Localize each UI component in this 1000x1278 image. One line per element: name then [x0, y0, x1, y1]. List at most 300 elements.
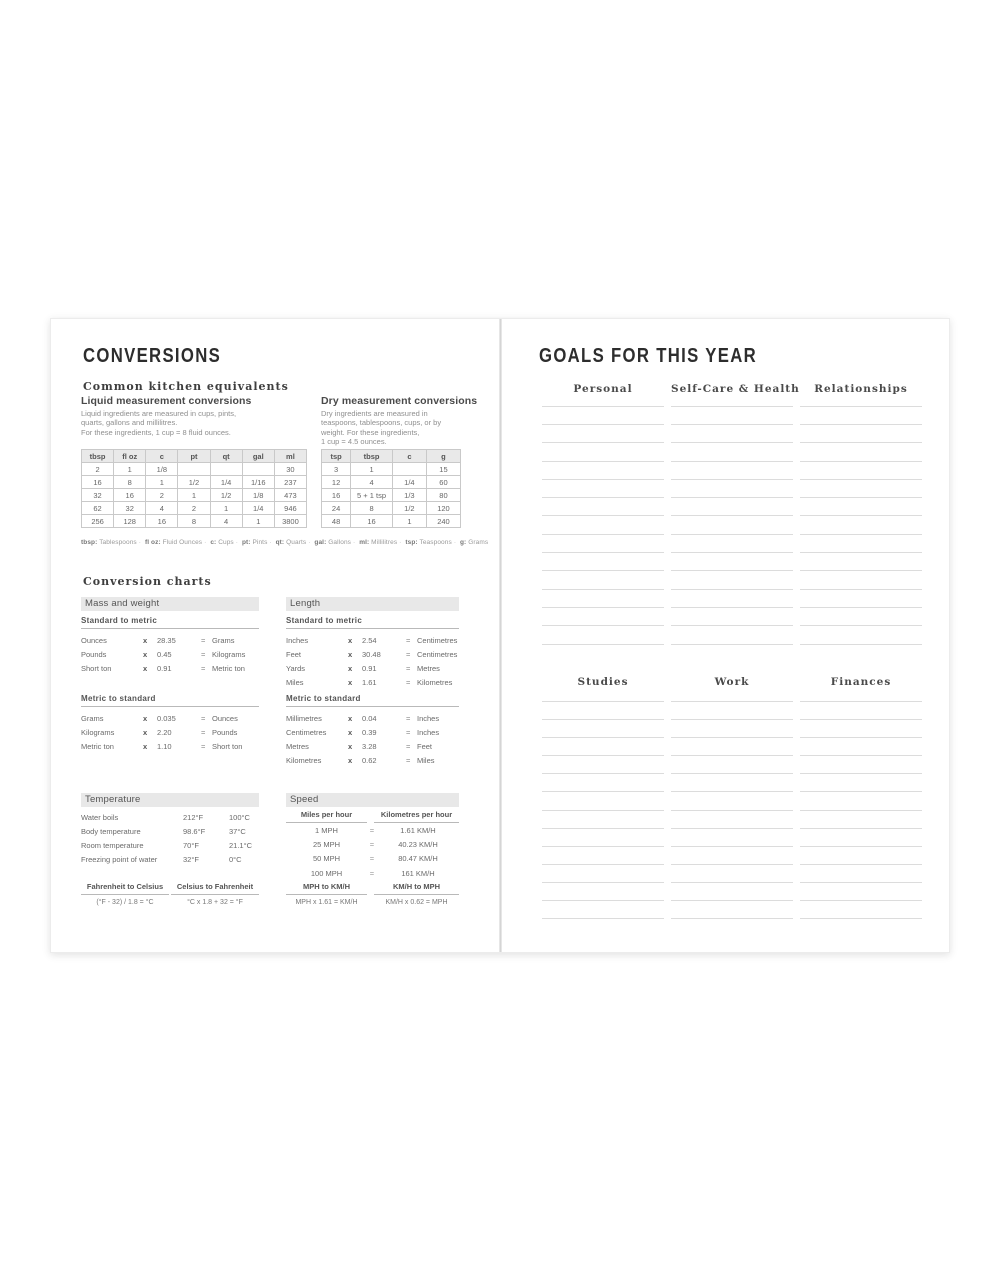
section-bar: Length: [286, 597, 459, 611]
ruled-line: [800, 774, 922, 792]
conversion-factor: 3.28: [362, 741, 377, 751]
conversion-rows: [286, 633, 459, 689]
multiply-sign: x: [348, 649, 353, 659]
multiply-sign: x: [143, 635, 148, 645]
temperature-formulas: [81, 882, 259, 906]
ruled-line: [671, 553, 793, 571]
ruled-line: [542, 462, 664, 480]
legend-abbr: qt:: [275, 539, 285, 546]
ruled-line: [542, 702, 664, 720]
equals-sign: =: [201, 713, 206, 723]
table-cell: 15: [426, 463, 460, 476]
legend-full: Tablespoons: [99, 539, 137, 546]
ruled-line: [671, 811, 793, 829]
abbreviation-legend: [81, 539, 489, 546]
temperature-row: [81, 838, 259, 852]
ruled-line: [542, 626, 664, 644]
kmh-value: 161 KM/H: [401, 868, 435, 878]
ruled-line: [671, 774, 793, 792]
table-cell: 120: [426, 502, 460, 515]
table-cell: 2: [178, 502, 210, 515]
table-cell: 1/2: [178, 476, 210, 489]
table-body: [82, 463, 307, 528]
equals-sign: =: [201, 649, 206, 659]
ruled-line: [671, 498, 793, 516]
legend-separator: ·: [235, 539, 239, 546]
table-header-cell: tsp: [322, 450, 351, 463]
ruled-line: [671, 901, 793, 919]
table-cell: 32: [114, 502, 146, 515]
table-cell: 1: [210, 502, 242, 515]
table-cell: 1: [146, 476, 178, 489]
goal-section-title: Studies: [577, 676, 629, 688]
table-cell: 8: [114, 476, 146, 489]
table-cell: 128: [114, 515, 146, 528]
goal-section-self-care-health: [671, 383, 800, 645]
liquid-description-line: For these ingredients, 1 cup = 8 fluid ounces.: [81, 427, 231, 437]
ruled-line: [800, 425, 922, 443]
ruled-line: [800, 690, 922, 702]
ruled-line: [542, 553, 664, 571]
conversion-row: [81, 661, 259, 675]
ruled-line: [542, 443, 664, 461]
goal-writing-lines: [542, 690, 664, 919]
legend-separator: ·: [138, 539, 142, 546]
conversion-to: Centimetres: [417, 635, 458, 645]
table-cell: 60: [426, 476, 460, 489]
metric-to-standard-group: [286, 694, 459, 767]
table-cell: 256: [82, 515, 114, 528]
table-cell: 1/8: [146, 463, 178, 476]
conversion-factor: 28.35: [157, 635, 176, 645]
celsius-value: 37°C: [229, 826, 246, 836]
mass-weight-section: [81, 597, 259, 751]
ruled-line: [671, 720, 793, 738]
ruled-line: [671, 626, 793, 644]
table-cell: 473: [274, 489, 306, 502]
conversion-from: Metric ton: [81, 741, 114, 751]
table-cell: 1: [351, 463, 393, 476]
legend-abbr: gal:: [314, 539, 327, 546]
ruled-line: [542, 756, 664, 774]
equals-sign: =: [406, 741, 411, 751]
ruled-line: [671, 571, 793, 589]
ruled-line: [671, 690, 793, 702]
speed-formulas: [286, 882, 459, 906]
temperature-row: [81, 824, 259, 838]
table-cell: 3800: [274, 515, 306, 528]
table-header-row: [322, 450, 461, 463]
liquid-conversions-block: [81, 395, 307, 526]
ruled-line: [800, 738, 922, 756]
legend-full: Millilitres: [371, 539, 398, 546]
speed-column-headers: [286, 810, 459, 823]
table-header-cell: qt: [210, 450, 242, 463]
speed-section: [286, 793, 459, 906]
speed-row: [286, 823, 459, 837]
temperature-row: [81, 852, 259, 866]
formula-heading: Celsius to Fahrenheit: [171, 882, 259, 895]
table-header-cell: c: [146, 450, 178, 463]
conversions-page: [51, 319, 500, 954]
goals-page: [502, 319, 951, 954]
ruled-line: [671, 738, 793, 756]
conversion-from: Centimetres: [286, 727, 327, 737]
temperature-label: Body temperature: [81, 826, 141, 836]
equals-sign: =: [201, 663, 206, 673]
speed-rows: [286, 823, 459, 880]
conversion-row: [81, 633, 259, 647]
kmh-value: 1.61 KM/H: [400, 825, 436, 835]
ruled-line: [542, 811, 664, 829]
conversion-factor: 1.61: [362, 677, 377, 687]
goals-row-top: [542, 383, 922, 645]
multiply-sign: x: [143, 649, 148, 659]
conversion-factor: 0.39: [362, 727, 377, 737]
ruled-line: [542, 590, 664, 608]
table-cell: 237: [274, 476, 306, 489]
ruled-line: [671, 407, 793, 425]
conversion-from: Millimetres: [286, 713, 322, 723]
ruled-line: [671, 883, 793, 901]
legend-abbr: fl oz:: [144, 539, 161, 546]
ruled-line: [671, 702, 793, 720]
table-cell: 8: [178, 515, 210, 528]
length-section: [286, 597, 459, 765]
formula-block: [171, 882, 259, 906]
multiply-sign: x: [348, 713, 353, 723]
ruled-line: [800, 792, 922, 810]
goal-writing-lines: [800, 690, 922, 919]
table-row: [322, 502, 461, 515]
dry-conversions-block: [321, 395, 511, 526]
equals-sign: =: [369, 825, 375, 835]
ruled-line: [542, 516, 664, 534]
table-cell: 4: [210, 515, 242, 528]
table-cell: 1/4: [242, 502, 274, 515]
speed-column-header: Miles per hour: [286, 810, 367, 823]
table-header-cell: ml: [274, 450, 306, 463]
kmh-value: 40.23 KM/H: [398, 839, 438, 849]
table-cell: 1/4: [210, 476, 242, 489]
equals-sign: =: [201, 741, 206, 751]
ruled-line: [800, 829, 922, 847]
table-header: [82, 450, 307, 463]
conversion-factor: 0.45: [157, 649, 172, 659]
legend-abbr: g:: [459, 539, 467, 546]
temperature-label: Water boils: [81, 812, 119, 822]
table-cell: 1: [114, 463, 146, 476]
ruled-line: [542, 608, 664, 626]
ruled-line: [542, 865, 664, 883]
table-header-cell: pt: [178, 450, 210, 463]
ruled-line: [671, 516, 793, 534]
equals-sign: =: [406, 755, 411, 765]
goal-section-title: Work: [714, 676, 750, 688]
table-row: [82, 515, 307, 528]
legend-abbr: tsp:: [405, 539, 418, 546]
subsection-heading: Metric to standard: [286, 694, 459, 707]
mph-value: 50 MPH: [312, 854, 341, 864]
ruled-line: [800, 443, 922, 461]
multiply-sign: x: [348, 755, 353, 765]
table-cell: [210, 463, 242, 476]
ruled-line: [542, 774, 664, 792]
ruled-line: [671, 792, 793, 810]
equals-sign: =: [369, 854, 375, 864]
liquid-conversion-table: [81, 449, 307, 528]
formula-text: KM/H x 0.62 = MPH: [385, 899, 448, 906]
celsius-value: 100°C: [229, 812, 250, 822]
liquid-description-line: Liquid ingredients are measured in cups, pints,: [81, 409, 237, 418]
formula-heading: MPH to KM/H: [286, 882, 367, 895]
temperature-label: Freezing point of water: [81, 854, 158, 864]
fahrenheit-value: 98.6°F: [183, 826, 206, 836]
formula-block: [286, 882, 367, 906]
legend-full: Pints: [252, 539, 268, 546]
goal-writing-lines: [671, 397, 793, 645]
ruled-line: [800, 571, 922, 589]
goal-section-studies: [542, 676, 664, 919]
section-bar: Speed: [286, 793, 459, 807]
table-header-cell: g: [426, 450, 460, 463]
section-bar: Mass and weight: [81, 597, 259, 611]
multiply-sign: x: [348, 677, 353, 687]
ruled-line: [542, 480, 664, 498]
legend-abbr: pt:: [241, 539, 251, 546]
legend-abbr: ml:: [359, 539, 370, 546]
multiply-sign: x: [143, 727, 148, 737]
temperature-section: [81, 793, 259, 906]
dry-description-line: Dry ingredients are measured in: [321, 409, 428, 418]
goal-writing-lines: [671, 690, 793, 919]
ruled-line: [671, 425, 793, 443]
table-row: [322, 463, 461, 476]
legend-separator: ·: [453, 539, 457, 546]
liquid-description: [81, 409, 307, 437]
multiply-sign: x: [348, 663, 353, 673]
table-cell: 16: [322, 489, 351, 502]
conversion-factor: 0.04: [362, 713, 377, 723]
table-header: [322, 450, 461, 463]
multiply-sign: x: [143, 713, 148, 723]
ruled-line: [542, 535, 664, 553]
ruled-line: [542, 425, 664, 443]
table-cell: 4: [351, 476, 393, 489]
legend-separator: ·: [204, 539, 207, 546]
ruled-line: [671, 829, 793, 847]
conversion-to: Miles: [417, 755, 435, 765]
conversion-to: Feet: [417, 741, 433, 751]
goal-writing-lines: [542, 397, 664, 645]
conversion-row: [286, 725, 459, 739]
conversion-factor: 2.54: [362, 635, 377, 645]
temperature-row: [81, 810, 259, 824]
conversion-from: Grams: [81, 713, 104, 723]
table-cell: 4: [146, 502, 178, 515]
goal-section-personal: [542, 383, 664, 645]
conversion-row: [286, 661, 459, 675]
mph-value: 100 MPH: [310, 868, 343, 878]
metric-to-standard-group: [81, 694, 259, 753]
ruled-line: [800, 462, 922, 480]
celsius-value: 0°C: [229, 854, 242, 864]
conversion-to: Metric ton: [212, 663, 245, 673]
ruled-line: [800, 720, 922, 738]
dry-description-line: teaspoons, tablespoons, cups, or by: [321, 418, 442, 428]
conversion-row: [286, 739, 459, 753]
dry-heading: Dry measurement conversions: [321, 395, 478, 407]
conversion-rows: [81, 711, 259, 753]
ruled-line: [671, 397, 793, 407]
table-cell: 8: [351, 502, 393, 515]
ruled-line: [542, 901, 664, 919]
table-cell: 1: [178, 489, 210, 502]
page-title-area: [83, 345, 240, 367]
mph-value: 1 MPH: [315, 825, 338, 835]
multiply-sign: x: [143, 741, 148, 751]
planner-spread: [50, 318, 950, 953]
table-cell: 2: [82, 463, 114, 476]
legend-full: Gallons: [328, 539, 352, 546]
dry-description-line: weight. For these ingredients,: [321, 427, 420, 437]
conversion-to: Centimetres: [417, 649, 458, 659]
ruled-line: [671, 865, 793, 883]
table-cell: 1: [392, 515, 426, 528]
temperature-rows: [81, 810, 259, 866]
legend-separator: ·: [353, 539, 356, 546]
ruled-line: [800, 535, 922, 553]
goal-section-title: Personal: [573, 383, 633, 395]
ruled-line: [800, 498, 922, 516]
ruled-line: [671, 756, 793, 774]
goal-section-title: Finances: [830, 676, 892, 688]
conversion-from: Feet: [286, 649, 302, 659]
table-row: [82, 476, 307, 489]
ruled-line: [800, 626, 922, 644]
goal-section-work: [671, 676, 793, 919]
conversion-rows: [81, 633, 259, 675]
table-cell: 3: [322, 463, 351, 476]
conversion-from: Short ton: [81, 663, 112, 673]
ruled-line: [542, 829, 664, 847]
conversion-to: Ounces: [212, 713, 238, 723]
conversion-factor: 1.10: [157, 741, 172, 751]
legend-full: Quarts: [286, 539, 307, 546]
ruled-line: [800, 608, 922, 626]
center-fold-line: [499, 319, 502, 952]
formula-text: (°F - 32) / 1.8 = °C: [96, 899, 154, 906]
multiply-sign: x: [143, 663, 148, 673]
ruled-line: [542, 498, 664, 516]
conversion-factor: 0.62: [362, 755, 377, 765]
equals-sign: =: [201, 727, 206, 737]
table-cell: 16: [146, 515, 178, 528]
liquid-heading: Liquid measurement conversions: [81, 395, 252, 407]
table-cell: 1/16: [242, 476, 274, 489]
table-cell: [178, 463, 210, 476]
table-cell: 16: [351, 515, 393, 528]
ruled-line: [800, 553, 922, 571]
table-cell: 1/4: [392, 476, 426, 489]
ruled-line: [671, 590, 793, 608]
kmh-value: 80.47 KM/H: [398, 854, 438, 864]
ruled-line: [542, 571, 664, 589]
goal-section-finances: [800, 676, 922, 919]
ruled-line: [800, 883, 922, 901]
multiply-sign: x: [348, 741, 353, 751]
formula-heading: Fahrenheit to Celsius: [81, 882, 169, 895]
table-cell: [242, 463, 274, 476]
conversion-from: Ounces: [81, 635, 107, 645]
subsection-heading: Standard to metric: [286, 616, 459, 629]
table-cell: 12: [322, 476, 351, 489]
table-cell: 30: [274, 463, 306, 476]
equals-sign: =: [369, 839, 375, 849]
page-title: GOALS FOR THIS YEAR: [539, 345, 758, 368]
fahrenheit-value: 32°F: [183, 854, 199, 864]
ruled-line: [800, 847, 922, 865]
equals-sign: =: [406, 677, 411, 687]
conversion-row: [286, 711, 459, 725]
ruled-line: [800, 397, 922, 407]
table-row: [82, 502, 307, 515]
table-cell: 1/3: [392, 489, 426, 502]
conversion-factor: 0.91: [157, 663, 172, 673]
formula-heading: KM/H to MPH: [374, 882, 459, 895]
conversion-row: [81, 739, 259, 753]
table-cell: 80: [426, 489, 460, 502]
conversion-to: Kilometres: [417, 677, 453, 687]
legend-full: Fluid Ounces: [162, 539, 203, 546]
legend-abbr: c:: [210, 539, 217, 546]
goal-writing-lines: [800, 397, 922, 645]
table-cell: 16: [82, 476, 114, 489]
ruled-line: [542, 738, 664, 756]
mph-value: 25 MPH: [312, 839, 341, 849]
conversion-from: Miles: [286, 677, 304, 687]
legend-full: Cups: [218, 539, 234, 546]
formula-text: °C x 1.8 + 32 = °F: [187, 899, 243, 906]
table-row: [322, 515, 461, 528]
conversion-row: [81, 647, 259, 661]
ruled-line: [800, 756, 922, 774]
ruled-line: [800, 865, 922, 883]
table-cell: 1: [242, 515, 274, 528]
legend-separator: ·: [269, 539, 272, 546]
legend-full: Grams: [468, 539, 489, 546]
ruled-line: [542, 407, 664, 425]
dry-description: [321, 409, 511, 447]
ruled-line: [800, 811, 922, 829]
conversion-row: [286, 753, 459, 767]
celsius-value: 21.1°C: [229, 840, 253, 850]
conversion-factor: 30.48: [362, 649, 381, 659]
conversion-row: [81, 711, 259, 725]
legend-full: Teaspoons: [419, 539, 452, 546]
table-row: [322, 489, 461, 502]
legend-separator: ·: [308, 539, 311, 546]
conversion-to: Inches: [417, 727, 440, 737]
formula-block: [81, 882, 169, 906]
dry-conversion-table: [321, 449, 461, 528]
conversion-row: [286, 633, 459, 647]
ruled-line: [671, 847, 793, 865]
conversion-to: Inches: [417, 713, 440, 723]
ruled-line: [671, 462, 793, 480]
conversion-to: Pounds: [212, 727, 238, 737]
table-header-cell: tbsp: [351, 450, 393, 463]
